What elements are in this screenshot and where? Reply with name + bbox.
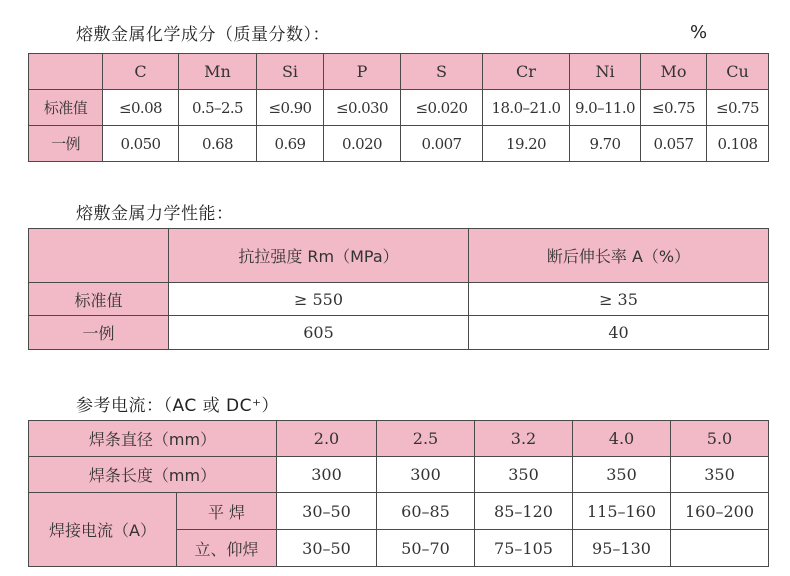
table-cell: 95–130 xyxy=(573,530,671,567)
current-table xyxy=(28,420,769,567)
table-cell: 350 xyxy=(671,457,769,493)
table-cell: ≤0.030 xyxy=(324,90,401,126)
tensile-strength-header: 抗拉强度 Rm（MPa） xyxy=(169,229,469,283)
row-label-standard: 标准值 xyxy=(29,283,169,316)
table-cell: 115–160 xyxy=(573,493,671,530)
table-cell: ≥ 550 xyxy=(169,283,469,316)
diameter-label: 焊条直径（mm） xyxy=(29,421,277,457)
table-cell: 60–85 xyxy=(377,493,475,530)
table-cell: 30–50 xyxy=(277,493,377,530)
element-header: Cr xyxy=(483,54,570,90)
welding-current-label: 焊接电流（A） xyxy=(29,493,177,567)
elongation-header: 断后伸长率 A（%） xyxy=(469,229,769,283)
element-header: Cu xyxy=(707,54,769,90)
table-cell: 40 xyxy=(469,316,769,350)
diameter-value: 4.0 xyxy=(573,421,671,457)
length-label: 焊条长度（mm） xyxy=(29,457,277,493)
vertical-overhead-label: 立、仰焊 xyxy=(177,530,277,567)
table-cell: 0.057 xyxy=(641,126,707,162)
row-label-example: 一例 xyxy=(29,316,169,350)
table-cell: ≤0.75 xyxy=(707,90,769,126)
table-cell: 0.020 xyxy=(324,126,401,162)
table-cell: 0.050 xyxy=(103,126,179,162)
current-title: 参考电流：（AC 或 DC⁺） xyxy=(76,396,279,416)
element-header: C xyxy=(103,54,179,90)
corner-cell xyxy=(29,54,103,90)
unit-label: % xyxy=(690,22,708,43)
table-cell: 75–105 xyxy=(475,530,573,567)
diameter-value: 2.0 xyxy=(277,421,377,457)
table-cell xyxy=(671,530,769,567)
element-header: Ni xyxy=(570,54,641,90)
element-header: Si xyxy=(257,54,324,90)
table-cell: 300 xyxy=(377,457,475,493)
element-header: Mn xyxy=(179,54,257,90)
diameter-value: 5.0 xyxy=(671,421,769,457)
table-cell: ≤0.08 xyxy=(103,90,179,126)
mechanical-title: 熔敷金属力学性能： xyxy=(76,204,234,224)
diameter-value: 2.5 xyxy=(377,421,475,457)
table-cell: ≤0.020 xyxy=(401,90,483,126)
table-cell: 18.0–21.0 xyxy=(483,90,570,126)
table-cell: 350 xyxy=(573,457,671,493)
table-cell: 30–50 xyxy=(277,530,377,567)
table-cell: 9.70 xyxy=(570,126,641,162)
element-header: S xyxy=(401,54,483,90)
table-cell: 160–200 xyxy=(671,493,769,530)
element-header: P xyxy=(324,54,401,90)
chemical-table xyxy=(28,53,769,162)
table-cell: 0.007 xyxy=(401,126,483,162)
table-cell: 0.68 xyxy=(179,126,257,162)
table-cell: 0.5–2.5 xyxy=(179,90,257,126)
table-cell: ≥ 35 xyxy=(469,283,769,316)
table-cell: ≤0.90 xyxy=(257,90,324,126)
corner-cell xyxy=(29,229,169,283)
table-cell: 9.0–11.0 xyxy=(570,90,641,126)
table-cell: 50–70 xyxy=(377,530,475,567)
diameter-value: 3.2 xyxy=(475,421,573,457)
table-cell: 0.108 xyxy=(707,126,769,162)
element-header: Mo xyxy=(641,54,707,90)
table-cell: 300 xyxy=(277,457,377,493)
table-cell: ≤0.75 xyxy=(641,90,707,126)
chemical-title: 熔敷金属化学成分（质量分数）： xyxy=(76,25,330,45)
table-cell: 19.20 xyxy=(483,126,570,162)
table-cell: 85–120 xyxy=(475,493,573,530)
mechanical-table xyxy=(28,228,769,350)
table-cell: 350 xyxy=(475,457,573,493)
row-label-example: 一例 xyxy=(29,126,103,162)
row-label-standard: 标准值 xyxy=(29,90,103,126)
table-cell: 0.69 xyxy=(257,126,324,162)
table-cell: 605 xyxy=(169,316,469,350)
flat-position-label: 平 焊 xyxy=(177,493,277,530)
